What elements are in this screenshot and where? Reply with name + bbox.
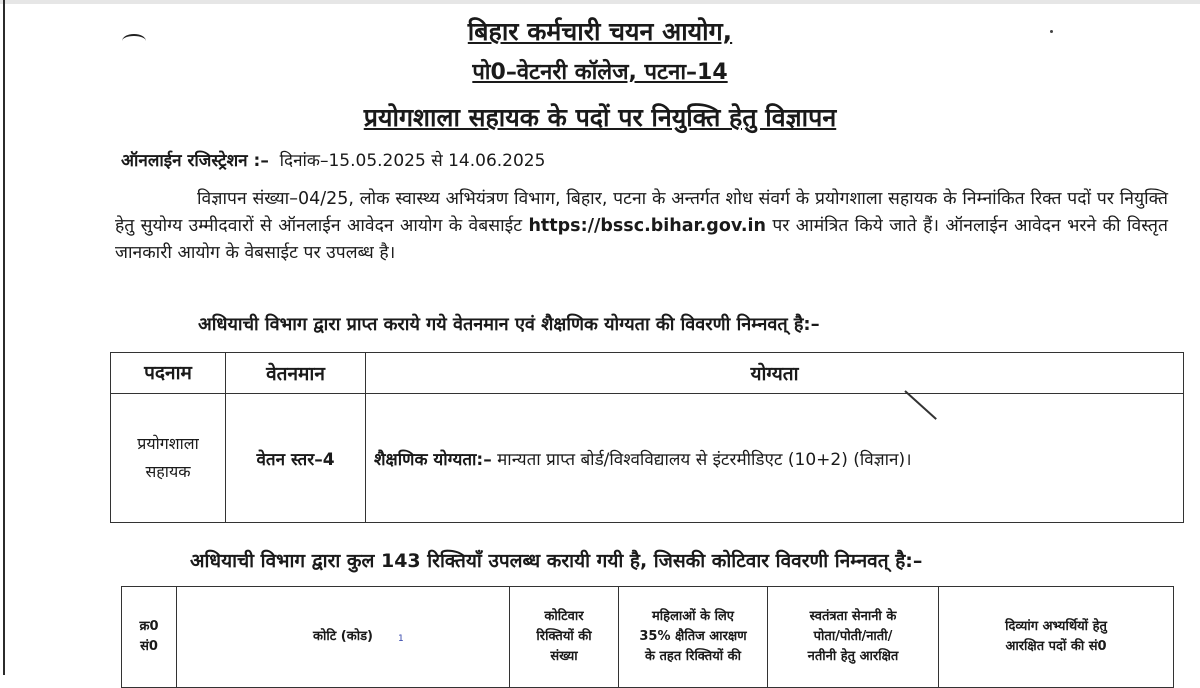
wr-line2: 35% क्षैतिज आरक्षण: [639, 629, 747, 644]
header-qualification: योग्यता: [366, 353, 1184, 394]
stray-blue-mark: 1: [398, 634, 404, 644]
intro-text-1: विज्ञापन संख्या–04/25, लोक स्वास्थ्य अभियंत्रण विभाग, बिहार, पटना के अन्तर्गत शोध संवर्ग के प्रयोगशाला सहायक के निम्नांकित रिक्त पदों पर नियुक्ति हेतु सुयोग्य उम्मीदवारों से ऑनलाईन आवेदन आयोग के वेबसाईट: [115, 189, 1168, 236]
cell-pay: वेतन स्तर–4: [226, 394, 366, 523]
dv-line2: आरक्षित पदों की सं0: [1005, 639, 1107, 654]
vacancy-statement: अधियाची विभाग द्वारा कुल 143 रिक्तियाँ उपलब्ध करायी गयी है, जिसकी कोटिवार विवरणी निम्नवत् है:–: [190, 550, 923, 572]
header-divyang: [939, 587, 1174, 688]
registration-dates: दिनांक–15.05.2025 से 14.06.2025: [279, 151, 546, 171]
cv-line2: रिक्तियों की: [536, 629, 592, 644]
header-category: कोटि (कोड): [177, 587, 510, 688]
ff-line3: नतीनी हेतु आरक्षित: [807, 649, 899, 664]
cv-line1: कोटिवार: [544, 609, 584, 624]
org-address: पो0–वेटनरी कॉलेज, पटना–14: [472, 60, 728, 85]
wr-line3: के तहत रिक्तियों की: [645, 649, 741, 664]
header-category-vacancies: [510, 587, 619, 688]
qualification-table: [110, 352, 1184, 523]
cell-post: [111, 394, 226, 523]
registration-label: ऑनलाईन रजिस्ट्रेशन :–: [121, 151, 269, 171]
table-row: [111, 394, 1184, 523]
wr-line1: महिलाओं के लिए: [652, 609, 734, 624]
intro-paragraph: [115, 186, 1168, 267]
table-header-row: [122, 587, 1174, 688]
post-line1: प्रयोगशाला: [137, 434, 199, 453]
qual-text: मान्यता प्राप्त बोर्ड/विश्वविद्यालय से इंटरमीडिएट (10+2) (विज्ञान)।: [491, 449, 912, 470]
cell-qualification: [366, 394, 1184, 523]
ff-line1: स्वतंत्रता सेनानी के: [809, 609, 897, 624]
category-vacancy-table: [121, 586, 1174, 688]
intro-text-2: पर आमंत्रित किये जाते हैं। ऑनलाईन आवेदन भरने की विस्तृत जानकारी आयोग के वेबसाईट पर उपलब्ध है।: [115, 216, 1168, 263]
website-link[interactable]: https://bssc.bihar.gov.in: [528, 216, 766, 236]
header-post: पदनाम: [111, 353, 226, 394]
serial-line1: क्र0: [139, 619, 159, 634]
header-serial: [122, 587, 177, 688]
header-freedom-fighter: [768, 587, 939, 688]
serial-line2: सं0: [140, 639, 158, 654]
header-pay: वेतनमान: [226, 353, 366, 394]
advertisement-title: प्रयोगशाला सहायक के पदों पर नियुक्ति हेतु विज्ञापन: [363, 103, 837, 132]
header-women-reservation: [619, 587, 768, 688]
qual-label: शैक्षणिक योग्यता:–: [374, 449, 492, 470]
table-header-row: [111, 353, 1184, 394]
org-name: बिहार कर्मचारी चयन आयोग,: [467, 17, 733, 46]
registration-line: [121, 148, 545, 171]
cv-line3: संख्या: [550, 649, 578, 664]
post-line2: सहायक: [145, 462, 191, 481]
top-edge: [0, 0, 1200, 4]
dv-line1: दिव्यांग अभ्यर्थियों हेतु: [1005, 619, 1107, 634]
ff-line2: पोता/पोती/नाती/: [813, 629, 893, 644]
pay-qualification-intro: अधियाची विभाग द्वारा प्राप्त कराये गये वेतनमान एवं शैक्षणिक योग्यता की विवरणी निम्नवत् है:–: [198, 314, 820, 335]
